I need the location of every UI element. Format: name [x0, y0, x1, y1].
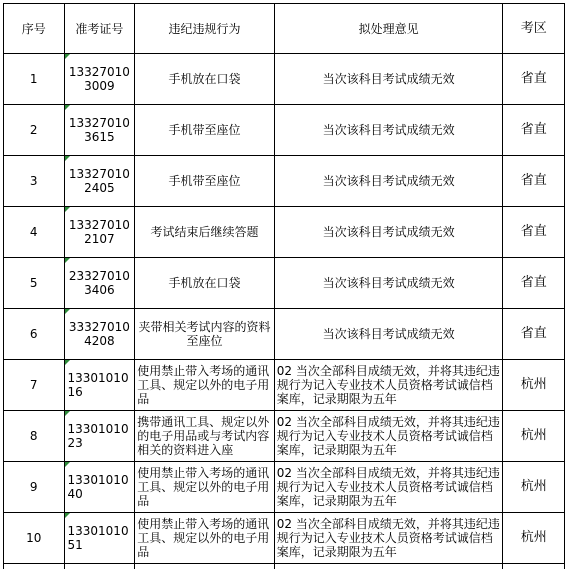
cell-no	[4, 513, 65, 564]
cell-region	[503, 462, 565, 513]
cell-region-text: 省直	[520, 173, 547, 188]
text-number-indicator-icon	[65, 207, 70, 212]
cell-exam-id	[64, 207, 135, 258]
header-violation: 违纪违规行为	[135, 4, 274, 54]
cell-violation	[135, 54, 274, 105]
cell-exam-id	[64, 411, 135, 462]
cell-region	[503, 513, 565, 564]
cell-no-text: 5	[29, 276, 38, 290]
cell-no	[4, 258, 65, 309]
cell-region-text: 省直	[520, 275, 547, 290]
cell-exam-id	[64, 258, 135, 309]
cell-exam-id-text: 1330101040	[67, 473, 129, 501]
cell-no-text: 8	[29, 429, 38, 443]
cell-no	[4, 411, 65, 462]
text-number-indicator-icon	[65, 156, 70, 161]
cell-no-text: 6	[29, 327, 38, 341]
table-row	[4, 411, 565, 462]
cell-no-text: 10	[26, 531, 42, 545]
header-opinion: 拟处理意见	[274, 4, 503, 54]
cell-no	[4, 54, 65, 105]
cell-region-text: 杭州	[520, 377, 547, 392]
cell-violation	[135, 360, 274, 411]
cell-no	[4, 309, 65, 360]
cell-exam-id	[64, 513, 135, 564]
cell-violation	[135, 411, 274, 462]
cell-region	[503, 411, 565, 462]
table-row	[4, 309, 565, 360]
header-row	[4, 4, 565, 54]
table-row	[4, 258, 565, 309]
text-number-indicator-icon	[65, 513, 70, 518]
cell-no-text: 1	[29, 72, 38, 86]
cell-exam-id-text: 133270102107	[68, 218, 130, 246]
cell-region	[503, 54, 565, 105]
cell-violation-text: 使用禁止带入考场的通讯工具、规定以外的电子用品	[137, 517, 270, 559]
cell-exam-id-text: 1330101023	[67, 422, 129, 450]
cell-partial	[64, 564, 135, 570]
table-row	[4, 207, 565, 258]
cell-opinion	[274, 360, 503, 411]
cell-opinion-text: 02 当次全部科目成绩无效，并将其违纪违规行为记入专业技术人员资格考试诚信档案库，记录期限为五年	[276, 466, 500, 508]
cell-no	[4, 462, 65, 513]
cell-region-text: 杭州	[520, 428, 547, 443]
cell-exam-id	[64, 462, 135, 513]
cell-opinion-text: 02 当次全部科目成绩无效，并将其违纪违规行为记入专业技术人员资格考试诚信档案库，记录期限为五年	[276, 415, 500, 457]
cell-opinion	[274, 54, 503, 105]
cell-region	[503, 156, 565, 207]
cell-violation-text: 手机带至座位	[168, 174, 241, 188]
cell-no-text: 3	[29, 174, 38, 188]
cell-exam-id	[64, 105, 135, 156]
violations-table	[3, 3, 565, 569]
cell-no	[4, 105, 65, 156]
cell-exam-id-text: 1330101016	[67, 371, 129, 399]
cell-no-text: 7	[29, 378, 38, 392]
cell-partial	[503, 564, 565, 570]
cell-no	[4, 360, 65, 411]
cell-violation-text: 手机带至座位	[168, 123, 241, 137]
cell-region	[503, 360, 565, 411]
header-no: 序号	[4, 4, 65, 54]
cell-opinion-text: 02 当次全部科目成绩无效，并将其违纪违规行为记入专业技术人员资格考试诚信档案库，记录期限为五年	[276, 364, 500, 406]
cell-violation	[135, 156, 274, 207]
table-row	[4, 54, 565, 105]
cell-exam-id-text: 333270104208	[68, 320, 130, 348]
table-row-partial	[4, 564, 565, 570]
cell-opinion-text: 当次该科目考试成绩无效	[322, 123, 455, 137]
table-row	[4, 105, 565, 156]
cell-violation	[135, 309, 274, 360]
cell-partial	[135, 564, 274, 570]
cell-violation-text: 考试结束后继续答题	[150, 225, 259, 239]
cell-opinion-text: 当次该科目考试成绩无效	[322, 225, 455, 239]
cell-region-text: 省直	[520, 122, 547, 137]
cell-violation	[135, 258, 274, 309]
table-row	[4, 513, 565, 564]
text-number-indicator-icon	[65, 360, 70, 365]
cell-region-text: 杭州	[520, 479, 547, 494]
cell-region-text: 省直	[520, 224, 547, 239]
text-number-indicator-icon	[65, 258, 70, 263]
cell-region-text: 省直	[520, 71, 547, 86]
cell-opinion-text: 02 当次全部科目成绩无效，并将其违纪违规行为记入专业技术人员资格考试诚信档案库，记录期限为五年	[276, 517, 500, 559]
table-row	[4, 462, 565, 513]
cell-exam-id-text: 1330101051	[67, 524, 129, 552]
header-exam-id: 准考证号	[64, 4, 135, 54]
cell-partial	[274, 564, 503, 570]
cell-violation-text: 夹带相关考试内容的资料至座位	[138, 320, 271, 348]
cell-opinion	[274, 462, 503, 513]
cell-region	[503, 258, 565, 309]
cell-region	[503, 207, 565, 258]
cell-violation-text: 手机放在口袋	[168, 72, 241, 86]
cell-exam-id-text: 233270103406	[68, 269, 130, 297]
cell-violation	[135, 513, 274, 564]
table-row	[4, 360, 565, 411]
cell-region	[503, 105, 565, 156]
cell-opinion-text: 当次该科目考试成绩无效	[322, 327, 455, 341]
cell-region-text: 杭州	[520, 530, 547, 545]
cell-opinion-text: 当次该科目考试成绩无效	[322, 276, 455, 290]
text-number-indicator-icon	[65, 309, 70, 314]
cell-no-text: 2	[29, 123, 38, 137]
cell-no-text: 9	[29, 480, 38, 494]
cell-violation	[135, 462, 274, 513]
cell-opinion	[274, 105, 503, 156]
cell-violation-text: 手机放在口袋	[168, 276, 241, 290]
cell-opinion	[274, 411, 503, 462]
cell-violation	[135, 207, 274, 258]
cell-opinion-text: 当次该科目考试成绩无效	[322, 174, 455, 188]
cell-opinion-text: 当次该科目考试成绩无效	[322, 72, 455, 86]
text-number-indicator-icon	[65, 462, 70, 467]
text-number-indicator-icon	[65, 411, 70, 416]
cell-opinion	[274, 207, 503, 258]
cell-exam-id-text: 133270103009	[68, 65, 130, 93]
cell-exam-id	[64, 360, 135, 411]
cell-region	[503, 309, 565, 360]
cell-opinion	[274, 513, 503, 564]
cell-violation	[135, 105, 274, 156]
cell-violation-text: 使用禁止带入考场的通讯工具、规定以外的电子用品	[137, 364, 270, 406]
header-region: 考区	[503, 4, 565, 54]
cell-no	[4, 207, 65, 258]
text-number-indicator-icon	[65, 105, 70, 110]
table-body	[4, 54, 565, 570]
cell-violation-text: 使用禁止带入考场的通讯工具、规定以外的电子用品	[137, 466, 270, 508]
cell-no	[4, 156, 65, 207]
cell-opinion	[274, 309, 503, 360]
cell-region-text: 省直	[520, 326, 547, 341]
cell-exam-id-text: 133270102405	[68, 167, 130, 195]
violations-table-container	[3, 3, 565, 569]
cell-no-text: 4	[29, 225, 38, 239]
cell-partial	[4, 564, 65, 570]
cell-exam-id	[64, 156, 135, 207]
cell-exam-id	[64, 54, 135, 105]
table-row	[4, 156, 565, 207]
cell-opinion	[274, 258, 503, 309]
cell-exam-id-text: 133270103615	[68, 116, 130, 144]
cell-exam-id	[64, 309, 135, 360]
cell-opinion	[274, 156, 503, 207]
text-number-indicator-icon	[65, 54, 70, 59]
cell-violation-text: 携带通讯工具、规定以外的电子用品或与考试内容相关的资料进入座	[137, 415, 270, 457]
